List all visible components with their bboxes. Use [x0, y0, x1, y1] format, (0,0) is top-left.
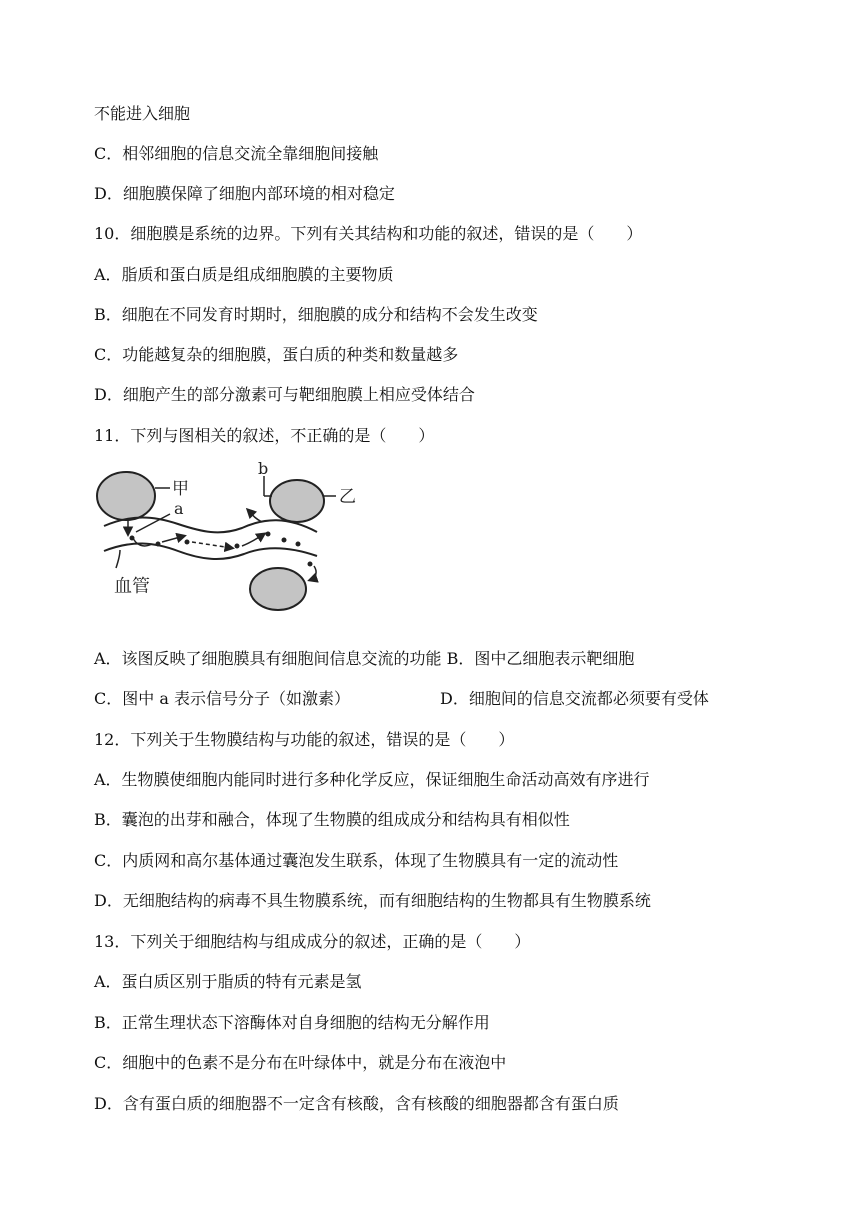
q10-option-c: C．功能越复杂的细胞膜，蛋白质的种类和数量越多 — [94, 345, 459, 364]
label-vessel: 血管 — [114, 576, 150, 597]
q12-option-d: D．无细胞结构的病毒不具生物膜系统，而有细胞结构的生物都具有生物膜系统 — [94, 891, 651, 910]
q11-stem: 11．下列与图相关的叙述，不正确的是（ ） — [94, 426, 435, 445]
q11-option-d: D．细胞间的信息交流都必须要有受体 — [440, 689, 709, 708]
q10-option-d: D．细胞产生的部分激素可与靶细胞膜上相应受体结合 — [94, 385, 475, 404]
q13-option-a: A．蛋白质区别于脂质的特有元素是氢 — [94, 972, 362, 991]
label-yi: 乙 — [339, 487, 356, 507]
cell-lower — [250, 568, 306, 610]
line-continuation: 不能进入细胞 — [94, 104, 191, 123]
cell-signaling-figure — [92, 456, 362, 612]
q13-stem: 13．下列关于细胞结构与组成成分的叙述，正确的是（ ） — [94, 932, 531, 951]
q9-option-c: C．相邻细胞的信息交流全靠细胞间接触 — [94, 144, 379, 163]
q9-option-d: D．细胞膜保障了细胞内部环境的相对稳定 — [94, 184, 395, 203]
label-a: a — [174, 499, 184, 518]
q12-stem: 12．下列关于生物膜结构与功能的叙述，错误的是（ ） — [94, 730, 515, 749]
q13-option-d: D．含有蛋白质的细胞器不一定含有核酸，含有核酸的细胞器都含有蛋白质 — [94, 1094, 619, 1113]
q13-option-b: B．正常生理状态下溶酶体对自身细胞的结构无分解作用 — [94, 1013, 490, 1032]
q11-options-ab: A．该图反映了细胞膜具有细胞间信息交流的功能 B．图中乙细胞表示靶细胞 — [94, 649, 635, 668]
vessel-wall-bottom — [104, 543, 317, 559]
cell-yi — [270, 480, 324, 522]
q10-option-b: B．细胞在不同发育时期时，细胞膜的成分和结构不会发生改变 — [94, 305, 538, 324]
label-jia: 甲 — [172, 479, 189, 499]
q12-option-c: C．内质网和高尔基体通过囊泡发生联系，体现了生物膜具有一定的流动性 — [94, 851, 619, 870]
cell-jia — [97, 472, 155, 520]
q10-option-a: A．脂质和蛋白质是组成细胞膜的主要物质 — [94, 265, 394, 284]
q12-option-b: B．囊泡的出芽和融合，体现了生物膜的组成成分和结构具有相似性 — [94, 810, 570, 829]
q11-option-c: C．图中 a 表示信号分子（如激素） — [94, 689, 350, 708]
q12-option-a: A．生物膜使细胞内能同时进行多种化学反应，保证细胞生命活动高效有序进行 — [94, 770, 650, 789]
label-b: b — [258, 459, 269, 478]
q13-option-c: C．细胞中的色素不是分布在叶绿体中，就是分布在液泡中 — [94, 1053, 507, 1072]
q10-stem: 10．细胞膜是系统的边界。下列有关其结构和功能的叙述，错误的是（ ） — [94, 224, 643, 243]
